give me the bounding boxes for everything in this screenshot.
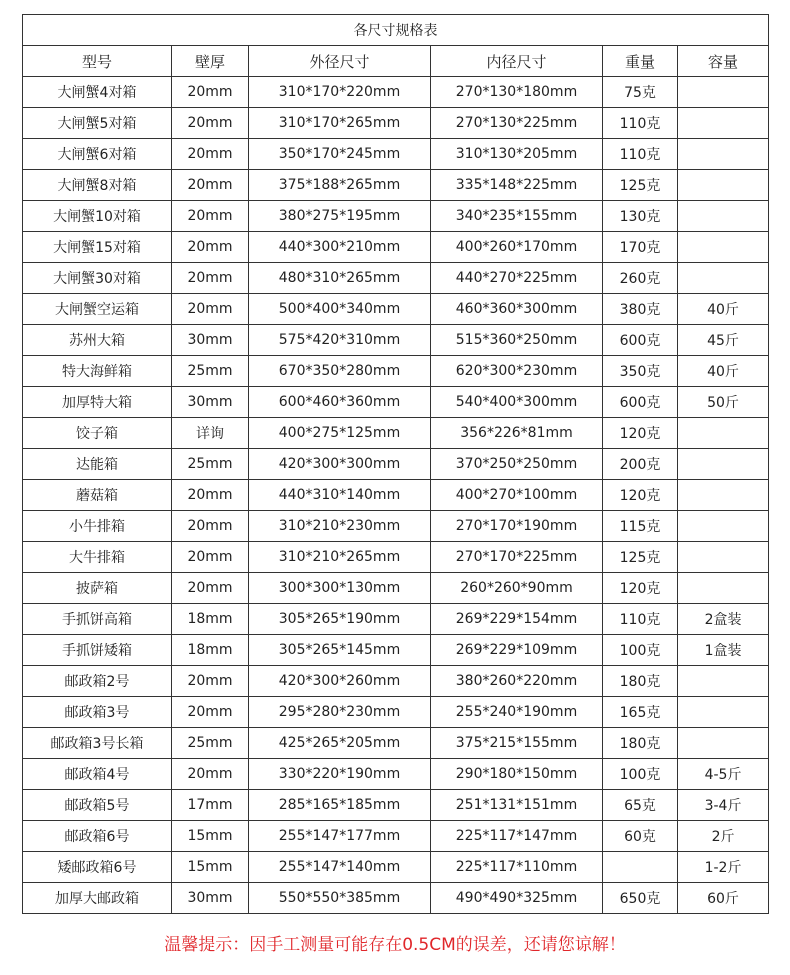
table-title: 各尺寸规格表 bbox=[23, 15, 769, 46]
cell-model: 蘑菇箱 bbox=[23, 480, 172, 511]
cell-outer-size: 310*170*220mm bbox=[249, 77, 431, 108]
cell-outer-size: 380*275*195mm bbox=[249, 201, 431, 232]
cell-model: 大闸蟹30对箱 bbox=[23, 263, 172, 294]
spec-table bbox=[22, 14, 769, 914]
cell-inner-size: 370*250*250mm bbox=[431, 449, 603, 480]
table-row bbox=[23, 883, 769, 914]
table-body bbox=[23, 77, 769, 914]
cell-capacity bbox=[678, 108, 769, 139]
table-row bbox=[23, 77, 769, 108]
table-row bbox=[23, 356, 769, 387]
cell-model: 邮政箱3号长箱 bbox=[23, 728, 172, 759]
cell-inner-size: 260*260*90mm bbox=[431, 573, 603, 604]
cell-weight: 350克 bbox=[603, 356, 678, 387]
cell-inner-size: 310*130*205mm bbox=[431, 139, 603, 170]
cell-inner-size: 335*148*225mm bbox=[431, 170, 603, 201]
table-row bbox=[23, 790, 769, 821]
cell-wall-thickness: 30mm bbox=[172, 325, 249, 356]
cell-wall-thickness: 25mm bbox=[172, 449, 249, 480]
column-header-weight: 重量 bbox=[603, 46, 678, 77]
cell-inner-size: 375*215*155mm bbox=[431, 728, 603, 759]
cell-wall-thickness: 20mm bbox=[172, 170, 249, 201]
cell-outer-size: 600*460*360mm bbox=[249, 387, 431, 418]
table-row bbox=[23, 418, 769, 449]
cell-inner-size: 490*490*325mm bbox=[431, 883, 603, 914]
cell-model: 大闸蟹10对箱 bbox=[23, 201, 172, 232]
cell-weight: 115克 bbox=[603, 511, 678, 542]
cell-inner-size: 269*229*154mm bbox=[431, 604, 603, 635]
cell-capacity bbox=[678, 232, 769, 263]
cell-weight: 100克 bbox=[603, 635, 678, 666]
cell-model: 达能箱 bbox=[23, 449, 172, 480]
cell-outer-size: 420*300*260mm bbox=[249, 666, 431, 697]
cell-inner-size: 255*240*190mm bbox=[431, 697, 603, 728]
cell-weight: 650克 bbox=[603, 883, 678, 914]
cell-wall-thickness: 25mm bbox=[172, 356, 249, 387]
cell-model: 小牛排箱 bbox=[23, 511, 172, 542]
cell-capacity bbox=[678, 697, 769, 728]
cell-wall-thickness: 20mm bbox=[172, 542, 249, 573]
cell-weight: 120克 bbox=[603, 573, 678, 604]
cell-capacity bbox=[678, 728, 769, 759]
cell-capacity bbox=[678, 480, 769, 511]
cell-model: 特大海鲜箱 bbox=[23, 356, 172, 387]
cell-weight: 200克 bbox=[603, 449, 678, 480]
cell-weight: 110克 bbox=[603, 108, 678, 139]
cell-wall-thickness: 15mm bbox=[172, 821, 249, 852]
cell-model: 饺子箱 bbox=[23, 418, 172, 449]
cell-outer-size: 310*210*230mm bbox=[249, 511, 431, 542]
cell-outer-size: 310*170*265mm bbox=[249, 108, 431, 139]
table-row bbox=[23, 201, 769, 232]
table-row bbox=[23, 821, 769, 852]
cell-inner-size: 270*130*180mm bbox=[431, 77, 603, 108]
cell-model: 加厚特大箱 bbox=[23, 387, 172, 418]
measurement-notice: 温馨提示：因手工测量可能存在0.5CM的误差，还请您谅解！ bbox=[164, 935, 626, 955]
cell-model: 大闸蟹15对箱 bbox=[23, 232, 172, 263]
cell-weight: 75克 bbox=[603, 77, 678, 108]
cell-weight: 600克 bbox=[603, 325, 678, 356]
cell-outer-size: 350*170*245mm bbox=[249, 139, 431, 170]
cell-wall-thickness: 20mm bbox=[172, 77, 249, 108]
cell-capacity: 2斤 bbox=[678, 821, 769, 852]
cell-wall-thickness: 20mm bbox=[172, 666, 249, 697]
column-header-model: 型号 bbox=[23, 46, 172, 77]
table-row bbox=[23, 604, 769, 635]
cell-capacity: 2盒装 bbox=[678, 604, 769, 635]
cell-capacity: 40斤 bbox=[678, 294, 769, 325]
column-header-capacity: 容量 bbox=[678, 46, 769, 77]
cell-inner-size: 440*270*225mm bbox=[431, 263, 603, 294]
cell-wall-thickness: 30mm bbox=[172, 387, 249, 418]
cell-wall-thickness: 25mm bbox=[172, 728, 249, 759]
table-row bbox=[23, 697, 769, 728]
cell-capacity bbox=[678, 542, 769, 573]
cell-outer-size: 400*275*125mm bbox=[249, 418, 431, 449]
cell-outer-size: 305*265*145mm bbox=[249, 635, 431, 666]
cell-capacity bbox=[678, 170, 769, 201]
cell-inner-size: 515*360*250mm bbox=[431, 325, 603, 356]
cell-inner-size: 225*117*147mm bbox=[431, 821, 603, 852]
cell-weight: 125克 bbox=[603, 542, 678, 573]
cell-weight: 65克 bbox=[603, 790, 678, 821]
cell-outer-size: 575*420*310mm bbox=[249, 325, 431, 356]
cell-model: 邮政箱6号 bbox=[23, 821, 172, 852]
cell-inner-size: 290*180*150mm bbox=[431, 759, 603, 790]
cell-wall-thickness: 15mm bbox=[172, 852, 249, 883]
cell-capacity bbox=[678, 77, 769, 108]
cell-capacity bbox=[678, 263, 769, 294]
cell-wall-thickness: 18mm bbox=[172, 635, 249, 666]
cell-inner-size: 400*270*100mm bbox=[431, 480, 603, 511]
table-row bbox=[23, 852, 769, 883]
cell-model: 大闸蟹8对箱 bbox=[23, 170, 172, 201]
cell-inner-size: 540*400*300mm bbox=[431, 387, 603, 418]
cell-wall-thickness: 20mm bbox=[172, 139, 249, 170]
table-row bbox=[23, 108, 769, 139]
cell-wall-thickness: 20mm bbox=[172, 263, 249, 294]
cell-model: 大闸蟹6对箱 bbox=[23, 139, 172, 170]
cell-capacity: 1盒装 bbox=[678, 635, 769, 666]
table-title-row bbox=[23, 15, 769, 46]
cell-model: 邮政箱4号 bbox=[23, 759, 172, 790]
cell-inner-size: 270*170*190mm bbox=[431, 511, 603, 542]
cell-capacity bbox=[678, 139, 769, 170]
cell-model: 矮邮政箱6号 bbox=[23, 852, 172, 883]
column-header-wall-thickness: 壁厚 bbox=[172, 46, 249, 77]
table-row bbox=[23, 170, 769, 201]
cell-weight: 60克 bbox=[603, 821, 678, 852]
cell-outer-size: 550*550*385mm bbox=[249, 883, 431, 914]
cell-weight: 180克 bbox=[603, 666, 678, 697]
cell-model: 邮政箱3号 bbox=[23, 697, 172, 728]
cell-outer-size: 375*188*265mm bbox=[249, 170, 431, 201]
cell-wall-thickness: 20mm bbox=[172, 697, 249, 728]
cell-inner-size: 460*360*300mm bbox=[431, 294, 603, 325]
cell-inner-size: 270*130*225mm bbox=[431, 108, 603, 139]
cell-weight: 260克 bbox=[603, 263, 678, 294]
column-header-outer-size: 外径尺寸 bbox=[249, 46, 431, 77]
cell-model: 大闸蟹空运箱 bbox=[23, 294, 172, 325]
cell-wall-thickness: 详询 bbox=[172, 418, 249, 449]
cell-inner-size: 225*117*110mm bbox=[431, 852, 603, 883]
table-row bbox=[23, 635, 769, 666]
cell-wall-thickness: 20mm bbox=[172, 759, 249, 790]
cell-capacity bbox=[678, 573, 769, 604]
cell-weight: 100克 bbox=[603, 759, 678, 790]
table-row bbox=[23, 511, 769, 542]
cell-inner-size: 400*260*170mm bbox=[431, 232, 603, 263]
cell-capacity bbox=[678, 511, 769, 542]
cell-model: 大闸蟹5对箱 bbox=[23, 108, 172, 139]
cell-outer-size: 285*165*185mm bbox=[249, 790, 431, 821]
cell-inner-size: 620*300*230mm bbox=[431, 356, 603, 387]
table-row bbox=[23, 573, 769, 604]
cell-inner-size: 356*226*81mm bbox=[431, 418, 603, 449]
cell-outer-size: 310*210*265mm bbox=[249, 542, 431, 573]
cell-outer-size: 420*300*300mm bbox=[249, 449, 431, 480]
cell-outer-size: 295*280*230mm bbox=[249, 697, 431, 728]
table-row bbox=[23, 666, 769, 697]
cell-model: 大闸蟹4对箱 bbox=[23, 77, 172, 108]
table-row bbox=[23, 294, 769, 325]
cell-outer-size: 255*147*140mm bbox=[249, 852, 431, 883]
cell-wall-thickness: 20mm bbox=[172, 232, 249, 263]
cell-outer-size: 480*310*265mm bbox=[249, 263, 431, 294]
cell-outer-size: 670*350*280mm bbox=[249, 356, 431, 387]
cell-model: 手抓饼高箱 bbox=[23, 604, 172, 635]
table-row bbox=[23, 728, 769, 759]
cell-wall-thickness: 20mm bbox=[172, 480, 249, 511]
table-header-row bbox=[23, 46, 769, 77]
cell-outer-size: 300*300*130mm bbox=[249, 573, 431, 604]
table-row bbox=[23, 480, 769, 511]
cell-capacity: 3-4斤 bbox=[678, 790, 769, 821]
cell-capacity: 60斤 bbox=[678, 883, 769, 914]
cell-inner-size: 251*131*151mm bbox=[431, 790, 603, 821]
cell-capacity: 45斤 bbox=[678, 325, 769, 356]
cell-weight: 180克 bbox=[603, 728, 678, 759]
table-row bbox=[23, 542, 769, 573]
cell-outer-size: 440*310*140mm bbox=[249, 480, 431, 511]
cell-weight: 165克 bbox=[603, 697, 678, 728]
table-row bbox=[23, 139, 769, 170]
table-row bbox=[23, 449, 769, 480]
cell-inner-size: 269*229*109mm bbox=[431, 635, 603, 666]
cell-capacity: 50斤 bbox=[678, 387, 769, 418]
cell-wall-thickness: 30mm bbox=[172, 883, 249, 914]
cell-weight: 110克 bbox=[603, 139, 678, 170]
cell-outer-size: 255*147*177mm bbox=[249, 821, 431, 852]
cell-weight: 170克 bbox=[603, 232, 678, 263]
cell-capacity bbox=[678, 666, 769, 697]
table-row bbox=[23, 263, 769, 294]
cell-capacity: 40斤 bbox=[678, 356, 769, 387]
cell-capacity: 1-2斤 bbox=[678, 852, 769, 883]
cell-wall-thickness: 20mm bbox=[172, 108, 249, 139]
cell-outer-size: 305*265*190mm bbox=[249, 604, 431, 635]
cell-capacity: 4-5斤 bbox=[678, 759, 769, 790]
cell-weight: 120克 bbox=[603, 418, 678, 449]
cell-weight: 130克 bbox=[603, 201, 678, 232]
cell-weight: 380克 bbox=[603, 294, 678, 325]
cell-outer-size: 440*300*210mm bbox=[249, 232, 431, 263]
cell-wall-thickness: 20mm bbox=[172, 511, 249, 542]
cell-inner-size: 380*260*220mm bbox=[431, 666, 603, 697]
cell-capacity bbox=[678, 449, 769, 480]
cell-weight: 600克 bbox=[603, 387, 678, 418]
cell-model: 披萨箱 bbox=[23, 573, 172, 604]
cell-weight: 120克 bbox=[603, 480, 678, 511]
cell-weight bbox=[603, 852, 678, 883]
cell-inner-size: 270*170*225mm bbox=[431, 542, 603, 573]
cell-wall-thickness: 20mm bbox=[172, 573, 249, 604]
table-row bbox=[23, 232, 769, 263]
column-header-inner-size: 内径尺寸 bbox=[431, 46, 603, 77]
table-row bbox=[23, 387, 769, 418]
cell-wall-thickness: 20mm bbox=[172, 294, 249, 325]
cell-model: 邮政箱2号 bbox=[23, 666, 172, 697]
cell-capacity bbox=[678, 201, 769, 232]
cell-model: 邮政箱5号 bbox=[23, 790, 172, 821]
table-row bbox=[23, 325, 769, 356]
cell-wall-thickness: 18mm bbox=[172, 604, 249, 635]
cell-outer-size: 500*400*340mm bbox=[249, 294, 431, 325]
cell-wall-thickness: 20mm bbox=[172, 201, 249, 232]
cell-model: 加厚大邮政箱 bbox=[23, 883, 172, 914]
cell-model: 手抓饼矮箱 bbox=[23, 635, 172, 666]
cell-capacity bbox=[678, 418, 769, 449]
cell-outer-size: 330*220*190mm bbox=[249, 759, 431, 790]
cell-weight: 125克 bbox=[603, 170, 678, 201]
cell-wall-thickness: 17mm bbox=[172, 790, 249, 821]
cell-weight: 110克 bbox=[603, 604, 678, 635]
cell-outer-size: 425*265*205mm bbox=[249, 728, 431, 759]
cell-model: 大牛排箱 bbox=[23, 542, 172, 573]
cell-model: 苏州大箱 bbox=[23, 325, 172, 356]
table-row bbox=[23, 759, 769, 790]
cell-inner-size: 340*235*155mm bbox=[431, 201, 603, 232]
